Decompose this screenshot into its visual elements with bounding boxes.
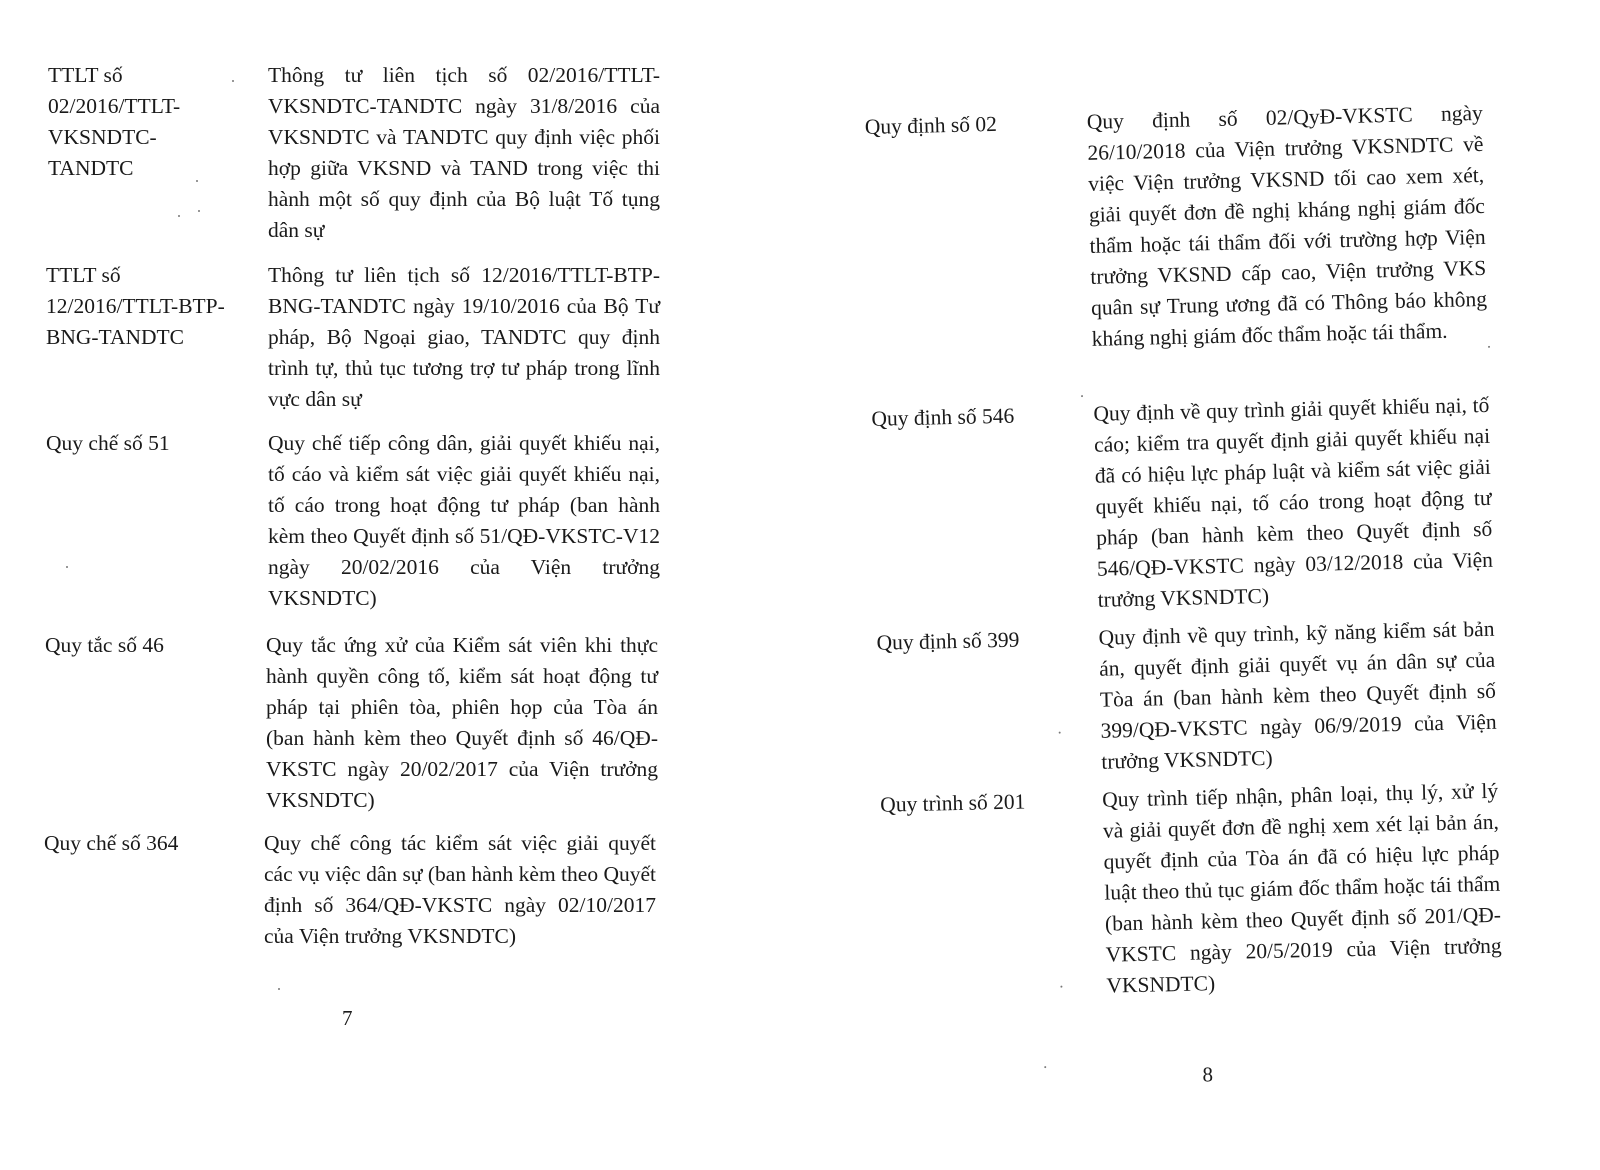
right-page [860,0,1586,1170]
scan-speck [1081,395,1083,397]
abbreviation-entry [880,775,1515,1019]
abbreviation-entry [45,630,665,820]
entry-term: Quy định số 399 [876,627,1020,655]
scan-speck [1059,732,1061,734]
entry-term: Quy chế số 51 [46,431,170,455]
entry-description: Thông tư liên tịch số 12/2016/TTLT-BTP-BNG-TANDTC ngày 19/10/2016 của Bộ Tư pháp, Bộ Ngoại giao, TANDTC quy định trình tự, thủ tục tương trợ tư pháp trong lĩnh vực dân sự [268,263,660,411]
entry-term: Quy trình số 201 [879,789,1026,817]
entry-description: Quy định về quy trình giải quyết khiếu nại, tố cáo; kiểm tra quyết định giải quyết khiếu nại đã có hiệu lực pháp luật và kiểm sát việc giải quyết khiếu nại, tố cáo trong hoạt động tư pháp (ban hành kèm theo Quyết định số 546/QĐ-VKSTC ngày 03/12/2018 của Viện trưởng VKSNDTC) [1093,392,1494,612]
scan-speck [232,80,234,82]
entry-term: Quy định số 02 [864,111,998,139]
entry-description: Quy định số 02/QyĐ-VKSTC ngày 26/10/2018 của Viện trưởng VKSNDTC về việc Viện trưởng VKSND tối cao xem xét, giải quyết đơn đề nghị kháng nghị giám đốc thẩm hoặc tái thẩm đối với trường hợp Viện trưởng VKSND cấp cao, Viện trưởng VKS quân sự Trung ương đã có Thông báo không kháng nghị giám đốc thẩm hoặc tái thẩm. [1086,100,1488,351]
entry-description: Quy trình tiếp nhận, phân loại, thụ lý, xử lý và giải quyết đơn đề nghị xem xét lại bản án, quyết định của Tòa án đã có hiệu lực pháp luật theo thủ tục giám đốc thẩm hoặc tái thẩm (ban hành kèm theo Quyết định số 201/QĐ-VKSTC ngày 20/5/2019 của Viện trưởng VKSNDTC) [1101,778,1502,998]
entry-term: Quy định số 546 [871,403,1015,431]
page-number: 8 [1202,1062,1214,1087]
scan-speck [66,566,68,568]
scan-speck [198,210,200,212]
entry-description: Quy chế tiếp công dân, giải quyết khiếu nại, tố cáo và kiểm sát việc giải quyết khiếu nại, tố cáo trong hoạt động tư pháp (ban hành kèm theo Quyết định số 51/QĐ-VKSTC-V12 ngày 20/02/2016 của Viện trưởng VKSNDTC) [268,431,660,610]
abbreviation-entry [871,390,1506,624]
entry-term: TTLT số 12/2016/TTLT-BTP- BNG-TANDTC [46,263,225,349]
scan-speck [1044,1066,1046,1068]
entry-term: TTLT số 02/2016/TTLT- VKSNDTC- TANDTC [48,63,181,180]
abbreviation-entry [44,828,664,958]
entry-description: Quy chế công tác kiểm sát việc giải quyết các vụ việc dân sự (ban hành kèm theo Quyết định số 364/QĐ-VKSTC ngày 02/10/2017 của Viện trưởng VKSNDTC) [264,831,656,948]
abbreviation-entry [876,613,1509,787]
scan-speck [196,180,198,182]
abbreviation-entry [46,260,666,420]
entry-term: Quy chế số 364 [44,831,179,855]
abbreviation-entry [865,98,1501,392]
scan-speck [178,215,180,217]
entry-description: Thông tư liên tịch số 02/2016/TTLT-VKSNDTC-TANDTC ngày 31/8/2016 của VKSNDTC và TANDTC quy định việc phối hợp giữa VKSND và TAND trong việc thi hành một số quy định của Bộ luật Tố tụng dân sự [268,63,660,242]
entry-term: Quy tắc số 46 [45,633,164,657]
entry-description: Quy tắc ứng xử của Kiểm sát viên khi thực hành quyền công tố, kiểm sát hoạt động tư pháp tại phiên tòa, phiên họp của Tòa án (ban hành kèm theo Quyết định số 46/QĐ-VKSTC ngày 20/02/2017 của Viện trưởng VKSNDTC) [266,633,658,812]
scan-speck [278,988,280,990]
entry-description: Quy định về quy trình, kỹ năng kiểm sát bản án, quyết định giải quyết vụ án dân sự của Tòa án (ban hành kèm theo Quyết định số 399/QĐ-VKSTC ngày 06/9/2019 của Viện trưởng VKSNDTC) [1098,616,1497,774]
scan-speck [1488,346,1490,348]
abbreviation-entry [48,60,668,250]
page-number: 7 [342,1006,353,1030]
abbreviation-entry [46,428,666,618]
scan-speck [1060,986,1062,988]
